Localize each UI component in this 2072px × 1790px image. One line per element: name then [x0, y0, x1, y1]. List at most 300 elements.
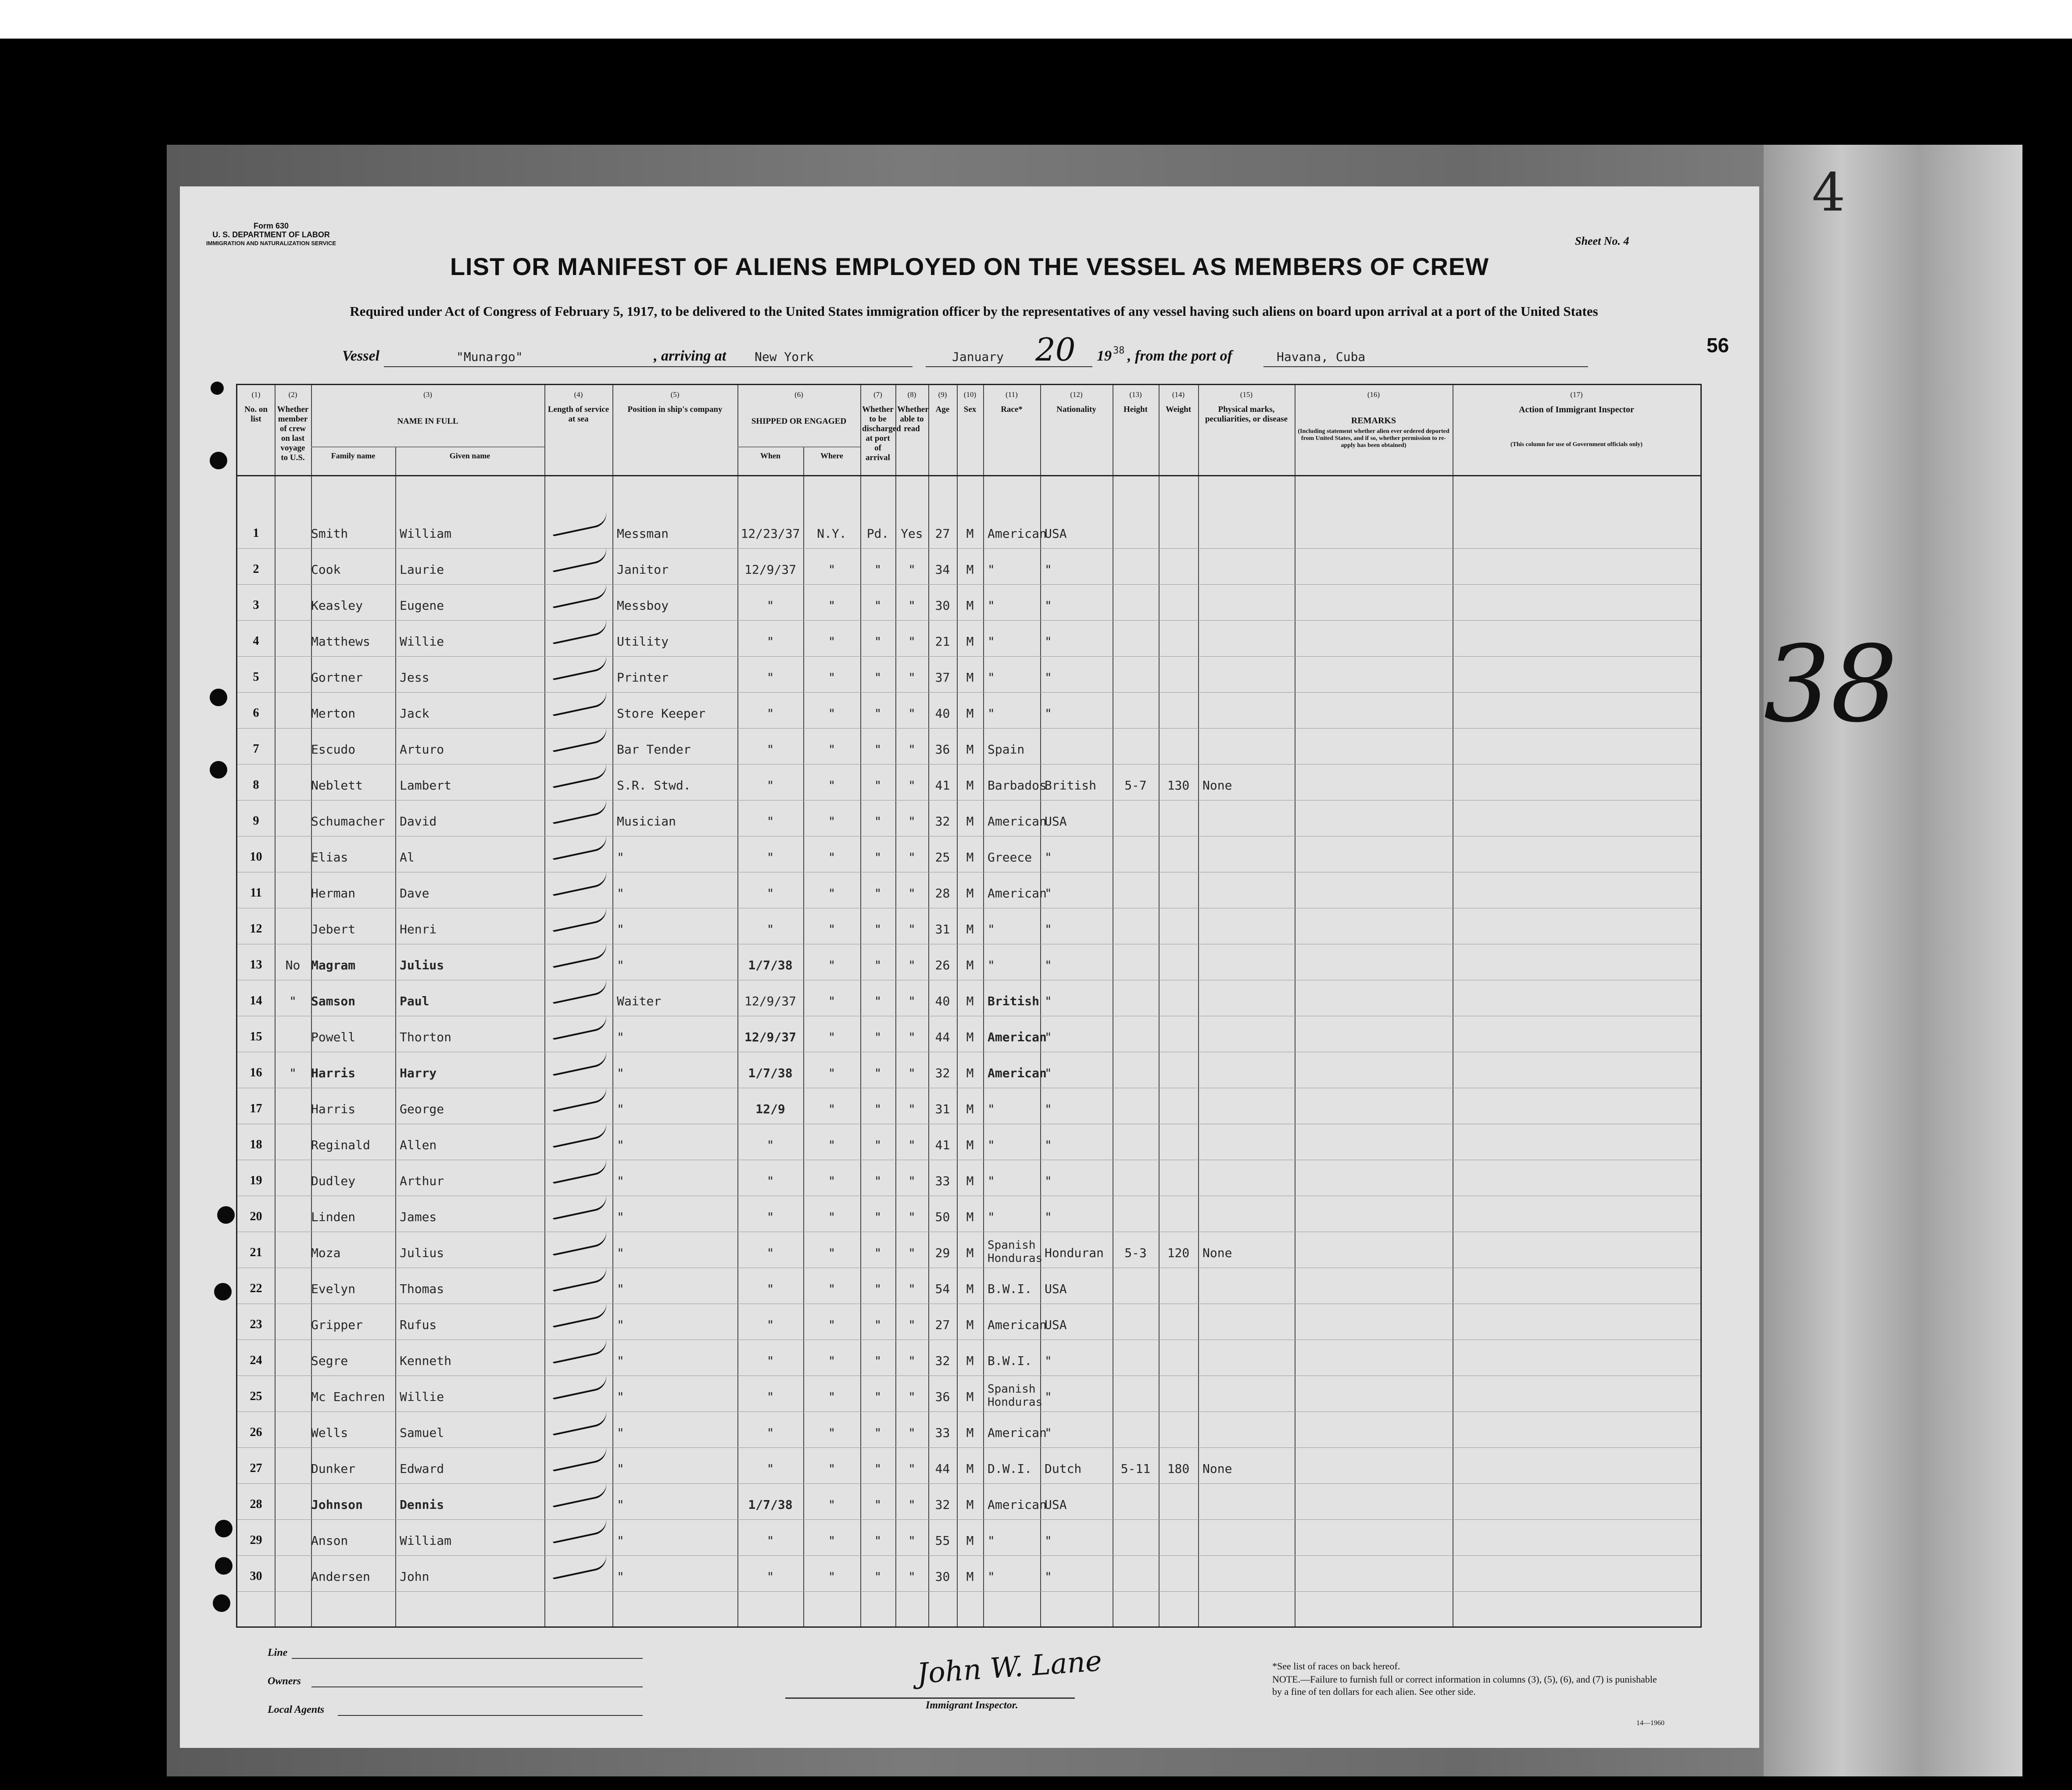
nationality: " [1045, 562, 1052, 577]
row-number: 5 [253, 670, 259, 684]
given-name: Paul [400, 994, 429, 1008]
table-row [237, 1416, 1700, 1452]
race: " [988, 706, 995, 721]
column-header: Whether able to read [897, 405, 929, 433]
row-number: 14 [250, 994, 262, 1008]
row-number: 8 [253, 778, 259, 792]
row-number: 25 [250, 1390, 262, 1403]
given-name: Arthur [400, 1174, 444, 1188]
shipped-when: " [766, 922, 774, 936]
from-label: , from the port of [1127, 348, 1232, 364]
sex: M [966, 922, 974, 936]
race: Greece [988, 850, 1032, 865]
age: 34 [935, 562, 950, 577]
age: 41 [935, 1138, 950, 1152]
nationality: " [1045, 706, 1052, 721]
document-title: LIST OR MANIFEST OF ALIENS EMPLOYED ON THE VESSEL AS MEMBERS OF CREW [450, 253, 1489, 280]
scan-backing-board-right [1764, 145, 2022, 1776]
sex: M [966, 1030, 974, 1044]
row-number: 22 [250, 1282, 262, 1295]
shipped-where: " [828, 1533, 836, 1548]
family-name: Elias [311, 850, 348, 865]
position: S.R. Stwd. [617, 778, 691, 793]
row-number: 27 [250, 1461, 262, 1475]
discharged: " [874, 1210, 882, 1224]
shipped-when: " [766, 1318, 774, 1332]
discharged: " [874, 706, 882, 721]
row-number: 28 [250, 1497, 262, 1511]
able-to-read: " [908, 634, 916, 649]
shipped-where: " [828, 1461, 836, 1476]
column-number: (13) [1129, 390, 1142, 399]
table-row [237, 912, 1700, 948]
family-name: Harris [311, 1066, 356, 1080]
vessel-label: Vessel [342, 348, 379, 364]
nationality: USA [1045, 1282, 1067, 1296]
column-number: (6) [794, 390, 803, 399]
discharged: " [874, 778, 882, 793]
table-row [237, 1164, 1700, 1200]
agents-label: Local Agents [268, 1704, 325, 1715]
able-to-read: " [908, 1282, 916, 1296]
given-name: Edward [400, 1461, 444, 1476]
race: American [988, 1318, 1047, 1332]
shipped-where: " [828, 1282, 836, 1296]
shipped-where: " [828, 1390, 836, 1404]
given-name: William [400, 526, 452, 541]
shipped-where: " [828, 1210, 836, 1224]
able-to-read: " [908, 814, 916, 829]
year-prefix: 19 [1097, 348, 1112, 364]
position: " [617, 850, 624, 865]
family-name: Magram [311, 958, 356, 972]
table-row [237, 1092, 1700, 1128]
sex: M [966, 1138, 974, 1152]
form-identifier [206, 222, 336, 248]
shipped-where: " [828, 1569, 836, 1584]
able-to-read: " [908, 922, 916, 936]
departure-port: Havana, Cuba [1277, 350, 1366, 364]
table-row [237, 1056, 1700, 1092]
position: " [617, 1210, 624, 1224]
shipped-where: " [828, 1174, 836, 1188]
column-number: (4) [574, 390, 583, 399]
punch-hole [215, 1520, 233, 1537]
nationality: USA [1045, 814, 1067, 829]
family-name: Escudo [311, 742, 356, 757]
shipped-when: " [766, 1354, 774, 1368]
races-note: *See list of races on back hereof. [1272, 1661, 1400, 1672]
sex: M [966, 886, 974, 900]
inspector-signature: John W. Lane [916, 1645, 1103, 1690]
table-row [237, 948, 1700, 984]
given-name: James [400, 1210, 437, 1224]
sex: M [966, 1426, 974, 1440]
when-header: When [760, 451, 780, 460]
form-number: Form 630 [254, 222, 289, 230]
row-number: 13 [250, 958, 262, 972]
position: " [617, 1102, 624, 1116]
physical-marks: None [1202, 1246, 1232, 1260]
row-number: 29 [250, 1533, 262, 1547]
age: 26 [935, 958, 950, 972]
race: " [988, 958, 995, 972]
race: " [988, 922, 995, 936]
row-number: 19 [250, 1174, 262, 1187]
shipped-when: " [766, 886, 774, 900]
discharged: " [874, 1102, 882, 1116]
row-number: 12 [250, 922, 262, 936]
sex: M [966, 778, 974, 793]
discharged: " [874, 1426, 882, 1440]
given-name: Jess [400, 670, 429, 685]
given-name: David [400, 814, 437, 829]
age: 40 [935, 706, 950, 721]
shipped-when: 12/9/37 [744, 562, 796, 577]
race: Spanish Honduras [988, 1239, 1043, 1265]
family-name: Samson [311, 994, 356, 1008]
given-name: Allen [400, 1138, 437, 1152]
nationality: " [1045, 1102, 1052, 1116]
shipped-when: " [766, 598, 774, 613]
shipped-when: " [766, 1246, 774, 1260]
table-row [237, 1128, 1700, 1164]
sex: M [966, 634, 974, 649]
discharged: " [874, 1461, 882, 1476]
sex: M [966, 1066, 974, 1080]
age: 33 [935, 1426, 950, 1440]
shipped-where: " [828, 1030, 836, 1044]
family-name: Herman [311, 886, 356, 900]
table-row [237, 1272, 1700, 1308]
able-to-read: " [908, 886, 916, 900]
nationality: " [1045, 1066, 1052, 1080]
able-to-read: " [908, 598, 916, 613]
weight: 130 [1167, 778, 1190, 793]
arrival-port: New York [755, 350, 814, 364]
able-to-read: " [908, 1569, 916, 1584]
family-name: Cook [311, 562, 341, 577]
page-number: 56 [1707, 334, 1729, 357]
service-check-mark [550, 511, 609, 536]
age: 32 [935, 814, 950, 829]
shipped-when: 12/23/37 [741, 526, 800, 541]
age: 44 [935, 1461, 950, 1476]
punch-hole [210, 689, 227, 706]
given-name: Julius [400, 958, 444, 972]
column-number: (16) [1367, 390, 1380, 399]
given-name-header: Given name [449, 451, 490, 460]
discharged: " [874, 1030, 882, 1044]
nationality: " [1045, 634, 1052, 649]
sex: M [966, 1497, 974, 1512]
position: Waiter [617, 994, 662, 1008]
family-name: Gripper [311, 1318, 363, 1332]
discharged: " [874, 1246, 882, 1260]
discharged: " [874, 1354, 882, 1368]
table-row [237, 1308, 1700, 1344]
discharged: " [874, 1138, 882, 1152]
previous-voyage: No [285, 958, 301, 972]
table-row [237, 1560, 1700, 1596]
sheet-number: Sheet No. 4 [1575, 235, 1629, 247]
shipped-when: " [766, 1426, 774, 1440]
able-to-read: " [908, 1246, 916, 1260]
shipped-when: " [766, 742, 774, 757]
shipped-where: " [828, 1318, 836, 1332]
given-name: Thorton [400, 1030, 452, 1044]
nationality: " [1045, 922, 1052, 936]
age: 32 [935, 1497, 950, 1512]
sex: M [966, 1102, 974, 1116]
weight: 180 [1167, 1461, 1190, 1476]
row-number: 1 [253, 526, 259, 540]
nationality: Dutch [1045, 1461, 1082, 1476]
row-number: 11 [250, 886, 262, 900]
position: " [617, 1569, 624, 1584]
shipped-where: " [828, 778, 836, 793]
discharged: " [874, 994, 882, 1008]
age: 21 [935, 634, 950, 649]
nationality: British [1045, 778, 1097, 793]
race: " [988, 598, 995, 613]
family-name: Neblett [311, 778, 363, 793]
arrival-day: 20 [1035, 331, 1076, 368]
family-name: Anson [311, 1533, 348, 1548]
row-number: 6 [253, 706, 259, 720]
able-to-read: " [908, 850, 916, 865]
column-header: SHIPPED OR ENGAGED [751, 417, 847, 426]
nationality: " [1045, 886, 1052, 900]
family-name: Wells [311, 1426, 348, 1440]
row-number: 21 [250, 1246, 262, 1259]
discharged: " [874, 1174, 882, 1188]
age: 30 [935, 1569, 950, 1584]
table-row [237, 768, 1700, 804]
age: 36 [935, 742, 950, 757]
shipped-where: " [828, 1246, 836, 1260]
position: " [617, 922, 624, 936]
column-number: (17) [1570, 390, 1583, 399]
race: D.W.I. [988, 1461, 1032, 1476]
discharged: " [874, 814, 882, 829]
sex: M [966, 850, 974, 865]
given-name: Willie [400, 634, 444, 649]
manifest-sheet [180, 186, 1759, 1748]
shipped-where: " [828, 634, 836, 649]
given-name: Dave [400, 886, 429, 900]
shipped-where: " [828, 670, 836, 685]
position: Janitor [617, 562, 669, 577]
sex: M [966, 1318, 974, 1332]
age: 32 [935, 1354, 950, 1368]
shipped-where: " [828, 886, 836, 900]
vessel-line [180, 331, 1759, 371]
discharged: " [874, 670, 882, 685]
sex: M [966, 1354, 974, 1368]
able-to-read: " [908, 670, 916, 685]
able-to-read: " [908, 562, 916, 577]
vessel-name: "Munargo" [456, 350, 523, 364]
department-name: U. S. DEPARTMENT OF LABOR [212, 230, 330, 239]
nationality: " [1045, 1533, 1052, 1548]
family-name: Harris [311, 1102, 356, 1116]
able-to-read: " [908, 1390, 916, 1404]
punch-hole [210, 761, 227, 779]
column-number: (2) [288, 390, 297, 399]
column-number: (7) [873, 390, 882, 399]
scan-top-border [0, 0, 2072, 39]
family-name: Segre [311, 1354, 348, 1368]
able-to-read: Yes [901, 526, 923, 541]
shipped-where: " [828, 706, 836, 721]
able-to-read: " [908, 994, 916, 1008]
position: " [617, 1282, 624, 1296]
height: 5-3 [1124, 1246, 1147, 1260]
shipped-where: " [828, 1497, 836, 1512]
position: Utility [617, 634, 669, 649]
nationality: USA [1045, 1497, 1067, 1512]
physical-marks: None [1202, 778, 1232, 793]
shipped-where: " [828, 1354, 836, 1368]
family-name: Dunker [311, 1461, 356, 1476]
age: 40 [935, 994, 950, 1008]
shipped-when: " [766, 1390, 774, 1404]
race: Spanish Honduras [988, 1383, 1043, 1409]
given-name: Lambert [400, 778, 452, 793]
document-subtitle: Required under Act of Congress of February 5, 1917, to be delivered to the United States immigration officer by the representatives of any vessel having such aliens on board upon arrival at a port of the United States [350, 304, 1598, 319]
margin-mark-top: 4 [1812, 162, 1846, 223]
shipped-when: 1/7/38 [748, 958, 793, 972]
shipped-when: 12/9/37 [744, 1030, 796, 1044]
sex: M [966, 598, 974, 613]
family-name: Merton [311, 706, 356, 721]
shipped-when: " [766, 670, 774, 685]
given-name: Willie [400, 1390, 444, 1404]
position: Printer [617, 670, 669, 685]
position: " [617, 1066, 624, 1080]
nationality: " [1045, 1030, 1052, 1044]
age: 37 [935, 670, 950, 685]
punch-hole [217, 1206, 235, 1224]
punch-hole [215, 1557, 233, 1575]
age: 50 [935, 1210, 950, 1224]
given-name: Dennis [400, 1497, 444, 1512]
column-header: NAME IN FULL [397, 417, 458, 426]
nationality: Honduran [1045, 1246, 1104, 1260]
shipped-where: " [828, 1138, 836, 1152]
table-row [237, 804, 1700, 840]
able-to-read: " [908, 706, 916, 721]
row-number: 23 [250, 1318, 262, 1331]
family-name: Dudley [311, 1174, 356, 1188]
age: 32 [935, 1066, 950, 1080]
given-name: George [400, 1102, 444, 1116]
age: 41 [935, 778, 950, 793]
discharged: " [874, 1318, 882, 1332]
table-row [237, 1488, 1700, 1524]
nationality: " [1045, 958, 1052, 972]
column-header: Weight [1165, 405, 1192, 414]
race: " [988, 1569, 995, 1584]
family-name: Powell [311, 1030, 356, 1044]
column-header: REMARKS [1351, 416, 1396, 425]
family-name: Johnson [311, 1497, 363, 1512]
table-row [237, 1344, 1700, 1380]
shipped-when: " [766, 850, 774, 865]
race: American [988, 526, 1047, 541]
penalty-note: NOTE.—Failure to furnish full or correct information in columns (3), (5), (6), and (7) is punishable by a fine of ten dollars for each alien. See other side. [1272, 1674, 1657, 1697]
race: American [988, 1030, 1047, 1044]
table-row [237, 661, 1700, 697]
family-name: Evelyn [311, 1282, 356, 1296]
race: " [988, 1138, 995, 1152]
given-name: Samuel [400, 1426, 444, 1440]
table-row [237, 1200, 1700, 1236]
shipped-when: " [766, 1461, 774, 1476]
table-row [237, 517, 1700, 553]
table-row [237, 1020, 1700, 1056]
shipped-where: " [828, 1066, 836, 1080]
race: " [988, 1210, 995, 1224]
shipped-when: 1/7/38 [748, 1066, 793, 1080]
shipped-where: " [828, 1426, 836, 1440]
family-name: Keasley [311, 598, 363, 613]
shipped-when: " [766, 634, 774, 649]
shipped-when: 12/9 [755, 1102, 785, 1116]
discharged: Pd. [866, 526, 889, 541]
position: Messman [617, 526, 669, 541]
family-name: Andersen [311, 1569, 370, 1584]
given-name: Al [400, 850, 415, 865]
shipped-when: 12/9/37 [744, 994, 796, 1008]
position: " [617, 1390, 624, 1404]
discharged: " [874, 1282, 882, 1296]
race: " [988, 1174, 995, 1188]
discharged: " [874, 922, 882, 936]
punch-hole [214, 1283, 232, 1301]
table-row [237, 625, 1700, 661]
nationality: " [1045, 994, 1052, 1008]
column-number: (1) [251, 390, 261, 399]
service-name: IMMIGRATION AND NATURALIZATION SERVICE [206, 240, 336, 247]
column-number: (9) [938, 390, 947, 399]
shipped-when: " [766, 1569, 774, 1584]
position: " [617, 1354, 624, 1368]
print-code: 14—1960 [1636, 1719, 1664, 1727]
discharged: " [874, 1066, 882, 1080]
header-bottom-rule [237, 475, 1700, 476]
age: 55 [935, 1533, 950, 1548]
row-number: 7 [253, 742, 259, 756]
row-number: 9 [253, 814, 259, 828]
table-row [237, 697, 1700, 732]
table-footer [180, 1634, 1759, 1739]
nationality: " [1045, 1390, 1052, 1404]
age: 33 [935, 1174, 950, 1188]
height: 5-11 [1120, 1461, 1151, 1476]
shipped-where: " [828, 958, 836, 972]
family-name: Smith [311, 526, 348, 541]
previous-voyage: " [289, 994, 297, 1008]
race: B.W.I. [988, 1354, 1032, 1368]
race: British [988, 994, 1040, 1008]
sex: M [966, 958, 974, 972]
row-number: 4 [253, 634, 259, 648]
given-name: Laurie [400, 562, 444, 577]
race: B.W.I. [988, 1282, 1032, 1296]
sex: M [966, 1246, 974, 1260]
